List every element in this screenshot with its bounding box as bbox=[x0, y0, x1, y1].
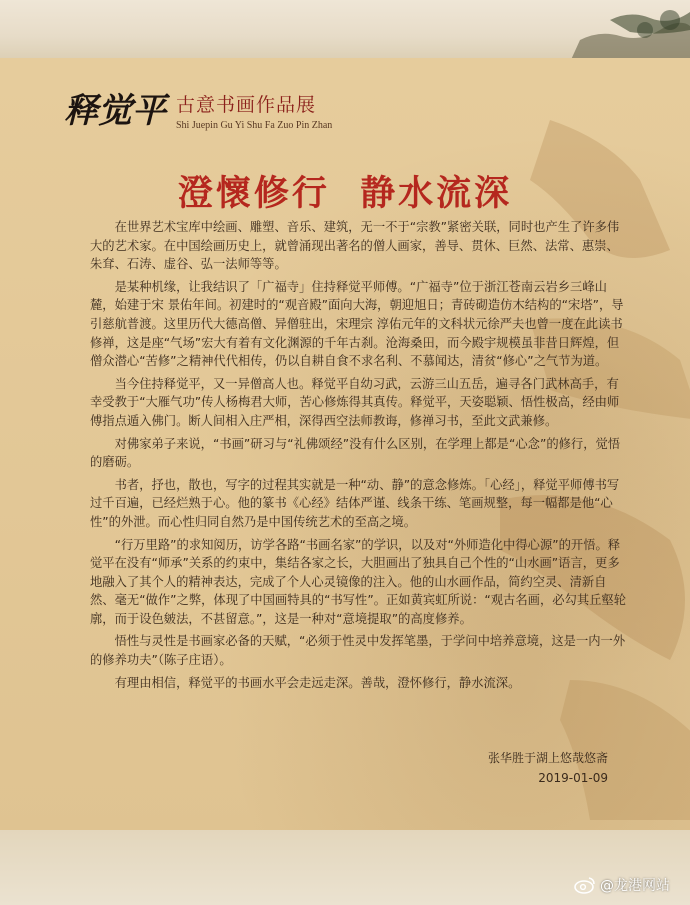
source-watermark bbox=[574, 875, 670, 895]
paragraph: 在世界艺术宝库中绘画、雕塑、音乐、建筑，无一不于“宗教”紧密关联，同时也产生了许多伟大的艺术家。在中国绘画历史上，就曾涌现出著名的僧人画家，善导、贯休、巨然、法常、惠崇、朱耷、石涛、虚谷、弘一法师等等。 bbox=[90, 220, 620, 272]
paragraph: 是某种机缘，让我结识了「广福寺」住持释觉平师傅。“广福寺”位于浙江苍南云岩乡三峰山麓，始建于宋 景佑年间。初建时的“观音殿”面向大海，朝迎旭日；青砖砌造仿木结构的“宋塔”，导引慈航普渡。这里历代大德高僧、异僧驻出，宋理宗 淳佑元年的文科状元徐严夫也曾一度在此读书修禅，这是座“气场”宏大有着有文化渊源的千年古刹。沧海桑田，而今殿宇规模虽非昔日辉煌，但僧众潜心“苦修”之精神代代相传，仍以自耕自食不求名利、不慕闻达，清贫“修心”之气节为道。 bbox=[90, 279, 624, 369]
author-signature: 张华胜于湖上悠哉悠斋 bbox=[487, 751, 608, 765]
paragraph: 悟性与灵性是书画家必备的天赋，“必须于性灵中发挥笔墨，于学问中培养意境，这是一内一外的修养功夫”（陈子庄语）。 bbox=[90, 634, 626, 668]
paragraph: 书者，抒也，散也，写字的过程其实就是一种“动、静”的意念修炼。「心经」，释觉平师傅书写过千百遍，已经烂熟于心。他的篆书《心经》结体严谨、线条干练、笔画规整，每一幅都是他“心性”的外泄。而心性归同自然乃是中国传统艺术的至高之境。 bbox=[90, 477, 620, 529]
exhibition-title: 古意书画作品展 bbox=[176, 94, 317, 116]
paragraph: 当今住持释觉平，又一异僧高人也。释觉平自幼习武，云游三山五岳，遍寻各门武林高手，有幸受教于“大雁气功”传人杨梅君大师，苦心修炼得其真传。释觉平，天姿聪颖、悟性极高，经由师傅指点遁入佛门。断人间相入庄严相，深得西空法师教诲，修禅习书，至此文武兼修。 bbox=[90, 376, 620, 428]
exhibition-pinyin: Shi Juepin Gu Yi Shu Fa Zuo Pin Zhan bbox=[176, 120, 333, 131]
svg-text:释觉平: 释觉平 bbox=[64, 91, 166, 131]
paragraph: “行万里路”的求知阅历，访学各路“书画名家”的学识，以及对“外师造化中得心源”的开悟。释觉平在没有“师承”关系的约束中，集结各家之长，大胆画出了独具自己个性的“山水画”语言，更多地融入了其个人的精神表达，完成了个人心灵镜像的注入。他的山水画作品，简约空灵、清新自然、毫无“做作”之弊，体现了中国画特具的“书写性”。正如黄宾虹所说：“观古名画，必勾其丘壑轮廓，而于设色皴法，不甚留意。”，这是一种对“意境提取”的高度修养。 bbox=[90, 537, 627, 626]
weibo-icon bbox=[574, 876, 596, 894]
paragraph: 有理由相信，释觉平的书画水平会走远走深。善哉，澄怀修行，静水流深。 bbox=[114, 675, 521, 690]
artist-signature-logo bbox=[62, 84, 172, 132]
paragraph: 对佛家弟子来说，“书画”研习与“礼佛颂经”没有什么区别，在学理上都是“心念”的修行，觉悟的磨砺。 bbox=[90, 436, 621, 470]
watermark-text: @龙港网站 bbox=[600, 878, 670, 894]
article-body bbox=[90, 218, 630, 696]
pine-tree-decoration bbox=[560, 0, 690, 62]
article-date: 2019-01-09 bbox=[538, 771, 608, 785]
article-title: 澄懷修行 静水流深 bbox=[177, 173, 513, 214]
